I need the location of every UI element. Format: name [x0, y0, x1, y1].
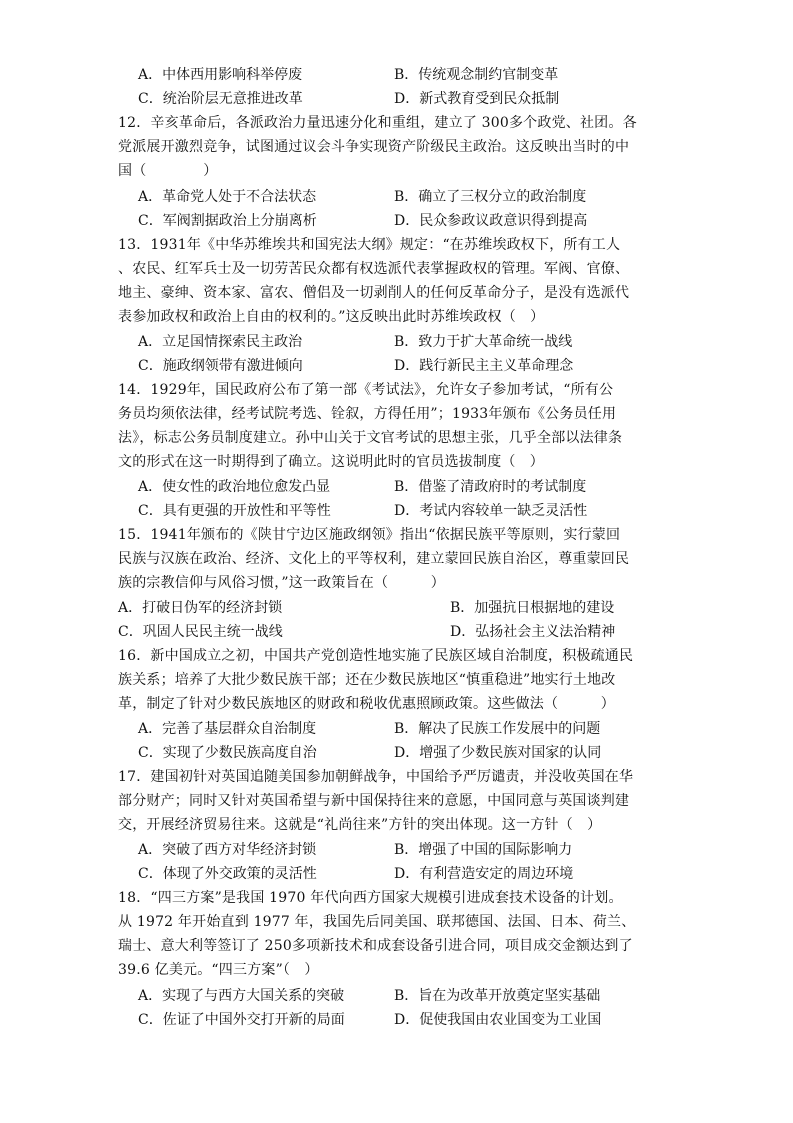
- q18-option-d: D．促使我国由农业国变为工业国: [394, 1012, 602, 1028]
- q12-option-c: C．军阀割据政治上分崩离析: [138, 213, 317, 229]
- q14-option-a: A．使女性的政治地位愈发凸显: [138, 479, 331, 495]
- q15-option-d: D．弘扬社会主义法治精神: [450, 624, 616, 640]
- q15-option-c: C．巩固人民民主统一战线: [118, 624, 283, 640]
- q13-option-d: D．践行新民主主义革命理念: [394, 358, 574, 374]
- q17-option-a: A．突破了西方对华经济封锁: [138, 842, 317, 858]
- q11-option-a: A．中体西用影响科举停废: [138, 67, 303, 83]
- q16-stem-line-2: 族关系；培养了大批少数民族干部；还在少数民族地区“慎重稳进”地实行土地改: [118, 672, 616, 688]
- q14-stem-line-2: 务员均须依法律，经考试院考选、铨叙，方得任用”；1933年颁布《公务员任用: [118, 406, 617, 422]
- q14-option-c: C．具有更强的开放性和平等性: [138, 503, 331, 519]
- q18-option-b: B．旨在为改革开放奠定坚实基础: [394, 988, 601, 1004]
- q12-stem-line-1: 12．辛亥革命后，各派政治力量迅速分化和重组，建立了 300多个政党、社团。各: [118, 115, 637, 131]
- q11-option-c: C．统治阶层无意推进改革: [138, 91, 303, 107]
- q13-option-b: B．致力于扩大革命统一战线: [394, 334, 573, 350]
- q12-stem-line-2: 党派展开激烈竞争，试图通过议会斗争实现资产阶级民主政治。这反映出当时的中: [118, 139, 630, 155]
- q17-stem-line-3: 交，开展经济贸易往来。这就是“礼尚往来”方针的突出体现。这一方针（ ）: [118, 817, 602, 833]
- q18-stem-line-2: 从 1972 年开始直到 1977 年，我国先后同美国、联邦德国、法国、日本、荷兰、: [118, 914, 636, 930]
- q15-stem-line-2: 民族与汉族在政治、经济、文化上的平等权利，建立蒙回民族自治区，尊重蒙回民: [118, 551, 630, 567]
- q12-option-a: A．革命党人处于不合法状态: [138, 189, 317, 205]
- q14-stem-line-3: 法》，标志公务员制度建立。孙中山关于文官考试的思想主张，几乎全部以法律条: [118, 430, 623, 446]
- q11-option-b: B．传统观念制约官制变革: [394, 67, 559, 83]
- q18-option-a: A．实现了与西方大国关系的突破: [138, 988, 345, 1004]
- q16-stem-line-1: 16．新中国成立之初，中国共产党创造性地实施了民族区域自治制度，积极疏通民: [118, 648, 634, 664]
- q14-option-d: D．考试内容较单一缺乏灵活性: [394, 503, 588, 519]
- q18-stem-line-3: 瑞士、意大利等签订了 250多项新技术和成套设备引进合同，项目成交金额达到了: [118, 938, 633, 954]
- q15-option-a: A．打破日伪军的经济封锁: [118, 600, 283, 616]
- q18-stem-line-4: 39.6 亿美元。“四三方案”（ ）: [118, 962, 319, 978]
- q17-stem-line-1: 17．建国初针对英国追随美国参加朝鲜战争，中国给予严厉谴责，并没收英国在华: [118, 769, 634, 785]
- q11-option-d: D．新式教育受到民众抵制: [394, 91, 560, 107]
- q14-stem-line-1: 14．1929年，国民政府公布了第一部《考试法》，允许女子参加考试，“所有公: [118, 382, 614, 398]
- q16-option-b: B．解决了民族工作发展中的问题: [394, 721, 601, 737]
- q13-option-c: C．施政纲领带有激进倾向: [138, 358, 303, 374]
- q17-option-b: B．增强了中国的国际影响力: [394, 842, 573, 858]
- q12-stem-line-3: 国（ ）: [118, 163, 218, 179]
- q16-option-c: C．实现了少数民族高度自治: [138, 745, 317, 761]
- q13-stem-line-4: 表参加政权和政治上自由的权利的。”这反映出此时苏维埃政权（ ）: [118, 309, 545, 325]
- q13-option-a: A．立足国情探索民主政治: [138, 334, 303, 350]
- q14-stem-line-4: 文的形式在这一时期得到了确立。这说明此时的官员选拔制度（ ）: [118, 454, 544, 470]
- q16-option-d: D．增强了少数民族对国家的认同: [394, 745, 602, 761]
- q16-stem-line-3: 革，制定了针对少数民族地区的财政和税收优惠照顾政策。这些做法（ ）: [118, 696, 615, 712]
- q17-option-d: D．有利营造安定的周边环境: [394, 866, 574, 882]
- q17-stem-line-2: 部分财产；同时又针对英国希望与新中国保持往来的意愿，中国同意与英国谈判建: [118, 793, 630, 809]
- q13-stem-line-3: 地主、豪绅、资本家、富农、僧侣及一切剥削人的任何反革命分子，是没有选派代: [118, 285, 630, 301]
- q15-option-b: B．加强抗日根据地的建设: [450, 600, 615, 616]
- q18-option-c: C．佐证了中国外交打开新的局面: [138, 1012, 345, 1028]
- q14-option-b: B．借鉴了清政府时的考试制度: [394, 479, 587, 495]
- q16-option-a: A．完善了基层群众自治制度: [138, 721, 317, 737]
- q15-stem-line-3: 族的宗教信仰与风俗习惯，”这一政策旨在（ ）: [118, 575, 445, 591]
- q15-stem-line-1: 15．1941年颁布的《陕甘宁边区施政纲领》指出“依据民族平等原则，实行蒙回: [118, 527, 621, 543]
- q17-option-c: C．体现了外交政策的灵活性: [138, 866, 317, 882]
- q13-stem-line-2: 、农民、红军兵士及一切劳苦民众都有权选派代表掌握政权的管理。军阀、官僚、: [118, 261, 630, 277]
- q12-option-d: D．民众参政议政意识得到提高: [394, 213, 588, 229]
- q12-option-b: B．确立了三权分立的政治制度: [394, 189, 587, 205]
- q18-stem-line-1: 18．“四三方案”是我国 1970 年代向西方国家大规模引进成套技术设备的计划。: [118, 890, 623, 906]
- q13-stem-line-1: 13．1931年《中华苏维埃共和国宪法大纲》规定：“在苏维埃政权下，所有工人: [118, 237, 621, 253]
